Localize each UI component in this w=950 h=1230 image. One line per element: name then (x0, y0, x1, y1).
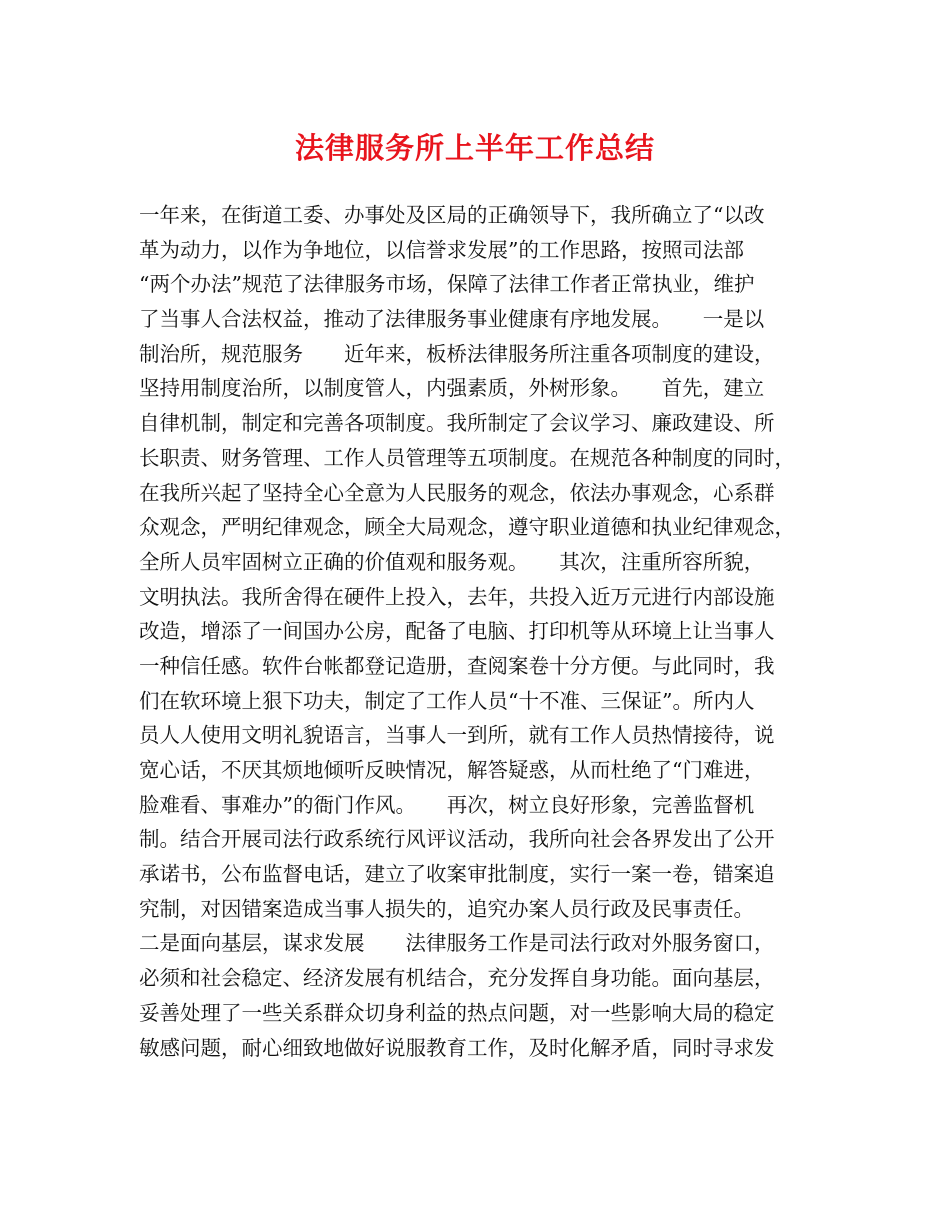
body-line: 敏感问题，耐心细致地做好说服教育工作，及时化解矛盾，同时寻求发 (139, 1035, 775, 1060)
body-line: 全所人员牢固树立正确的价值观和服务观。 其次，注重所容所貌， (139, 549, 765, 574)
body-line: 制治所，规范服务 近年来，板桥法律服务所注重各项制度的建设， (139, 341, 775, 366)
body-line: 长职责、财务管理、工作人员管理等五项制度。在规范各种制度的同时， (139, 445, 795, 470)
body-line: 宽心话，不厌其烦地倾听反映情况，解答疑惑，从而杜绝了“门难进， (139, 758, 765, 782)
body-line: 文明执法。我所舍得在硬件上投入，去年，共投入近万元进行内部设施 (139, 584, 775, 609)
body-line: 在我所兴起了坚持全心全意为人民服务的观念，依法办事观念，心系群 (139, 480, 775, 505)
body-line: 们在软环境上狠下功夫，制定了工作人员“十不准、三保证”。所内人 (139, 688, 755, 713)
body-line: “两个办法”规范了法律服务市场，保障了法律工作者正常执业，维护 (139, 272, 755, 297)
body-line: 了当事人合法权益，推动了法律服务事业健康有序地发展。 一是以 (139, 307, 765, 332)
body-line: 革为动力，以作为争地位，以信誉求发展”的工作思路，按照司法部 (139, 237, 744, 262)
body-line: 二是面向基层，谋求发展 法律服务工作是司法行政对外服务窗口， (139, 931, 775, 956)
document-title: 法律服务所上半年工作总结 (294, 131, 655, 165)
body-line: 承诺书，公布监督电话，建立了收案审批制度，实行一案一卷，错案追 (139, 862, 775, 887)
body-line: 脸难看、事难办”的衙门作风。 再次，树立良好形象，完善监督机 (139, 792, 755, 817)
body-line: 妥善处理了一些关系群众切身利益的热点问题，对一些影响大局的稳定 (139, 1000, 775, 1025)
body-line: 众观念，严明纪律观念，顾全大局观念，遵守职业道德和执业纪律观念， (139, 515, 795, 540)
body-line: 必须和社会稳定、经济发展有机结合，充分发挥自身功能。面向基层， (139, 966, 775, 991)
body-line: 坚持用制度治所，以制度管人，内强素质，外树形象。 首先，建立 (139, 376, 765, 401)
body-line: 制。结合开展司法行政系统行风评议活动，我所向社会各界发出了公开 (139, 827, 775, 852)
body-line: 员人人使用文明礼貌语言，当事人一到所，就有工作人员热情接待，说 (139, 723, 775, 748)
body-line: 一年来，在街道工委、办事处及区局的正确领导下，我所确立了“以改 (139, 203, 765, 227)
body-line: 一种信任感。软件台帐都登记造册，查阅案卷十分方便。与此同时，我 (139, 653, 775, 678)
body-line: 自律机制，制定和完善各项制度。我所制定了会议学习、廉政建设、所 (139, 411, 775, 436)
body-line: 改造，增添了一间国办公房，配备了电脑、打印机等从环境上让当事人 (139, 619, 775, 644)
body-line: 究制，对因错案造成当事人损失的，追究办案人员行政及民事责任。 (139, 896, 754, 921)
document-body (139, 198, 829, 1065)
